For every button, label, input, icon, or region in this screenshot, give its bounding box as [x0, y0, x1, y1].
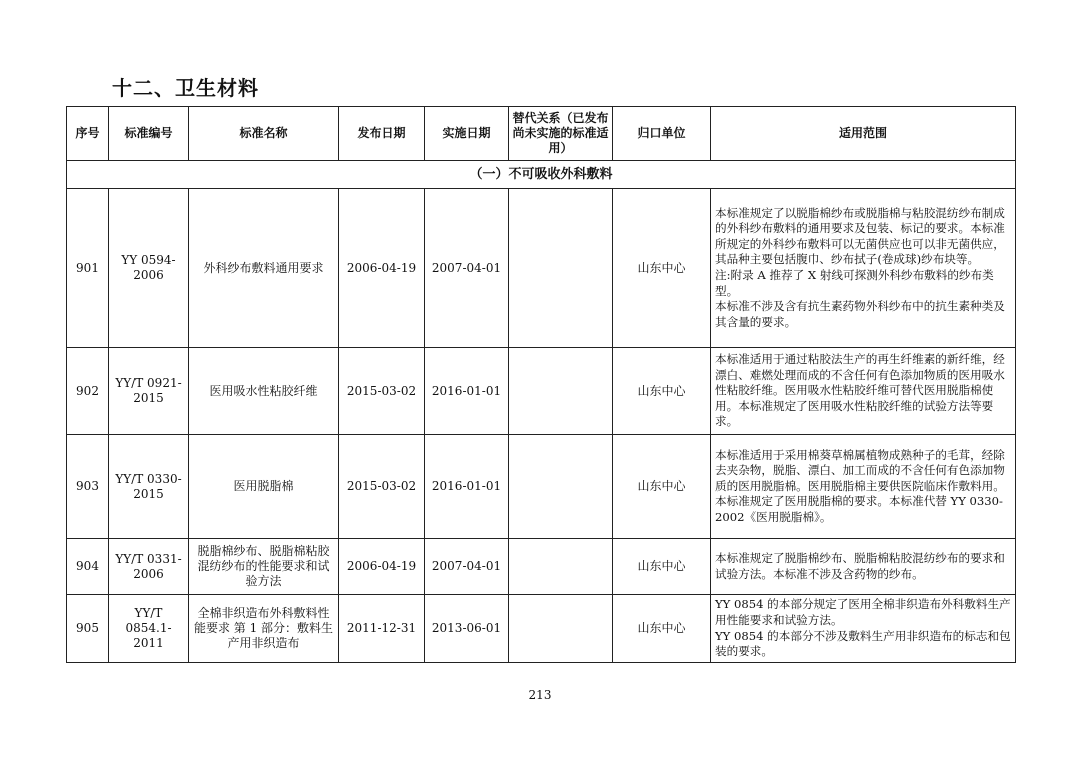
scope-paragraph: 本标准规定了脱脂棉纱布、脱脂棉粘胶混纺纱布的要求和试验方法。本标准不涉及含药物的纱布。 — [715, 550, 1005, 581]
cell-publish-date: 2015-03-02 — [339, 348, 425, 435]
table-row — [67, 189, 1016, 348]
scope-paragraph: YY 0854 的本部分不涉及敷料生产用非织造布的标志和包装的要求。 — [715, 628, 1011, 659]
cell-publish-date: 2011-12-31 — [339, 595, 425, 663]
table-row — [67, 348, 1016, 435]
scope-paragraph: 本标准规定了以脱脂棉纱布或脱脂棉与粘胶混纺纱布制成的外科纱布敷料的通用要求及包装、标记的要求。本标准所规定的外科纱布敷料可以无菌供应也可以非无菌供应，其品种主要包括腹巾、纱布拭子(卷成球)纱布块等。 — [715, 205, 1005, 267]
cell-code: YY 0594-2006 — [109, 189, 189, 348]
header-seq: 序号 — [67, 107, 109, 161]
cell-seq: 905 — [67, 595, 109, 663]
cell-name: 全棉非织造布外科敷料性能要求 第 1 部分：敷料生产用非织造布 — [189, 595, 339, 663]
cell-scope — [711, 595, 1016, 663]
cell-unit: 山东中心 — [613, 539, 711, 595]
cell-implement-date: 2016-01-01 — [425, 348, 509, 435]
cell-code: YY/T 0330-2015 — [109, 435, 189, 539]
cell-replace — [509, 539, 613, 595]
table-row — [67, 435, 1016, 539]
table-row — [67, 539, 1016, 595]
cell-seq: 901 — [67, 189, 109, 348]
cell-replace — [509, 189, 613, 348]
cell-name: 医用脱脂棉 — [189, 435, 339, 539]
cell-publish-date: 2006-04-19 — [339, 539, 425, 595]
cell-unit: 山东中心 — [613, 595, 711, 663]
section-row — [67, 161, 1016, 189]
cell-implement-date: 2007-04-01 — [425, 189, 509, 348]
table-header-row — [67, 107, 1016, 161]
cell-publish-date: 2015-03-02 — [339, 435, 425, 539]
cell-code: YY/T 0854.1-2011 — [109, 595, 189, 663]
cell-replace — [509, 595, 613, 663]
cell-unit: 山东中心 — [613, 435, 711, 539]
header-replace: 替代关系（已发布尚未实施的标准适用） — [509, 107, 613, 161]
cell-name: 外科纱布敷料通用要求 — [189, 189, 339, 348]
cell-scope — [711, 189, 1016, 348]
cell-scope — [711, 435, 1016, 539]
scope-paragraph: 本标准适用于通过粘胶法生产的再生纤维素的新纤维，经漂白、难燃处理而成的不含任何有色添加物质的医用吸水性粘胶纤维。医用吸水性粘胶纤维可替代医用脱脂棉使用。本标准规定了医用吸水性粘胶纤维的试验方法等要求。 — [715, 352, 1005, 429]
cell-seq: 902 — [67, 348, 109, 435]
cell-scope — [711, 539, 1016, 595]
scope-paragraph: 注:附录 A 推荐了 X 射线可探测外科纱布敷料的纱布类型。 — [715, 268, 994, 298]
cell-name: 脱脂棉纱布、脱脂棉粘胶混纺纱布的性能要求和试验方法 — [189, 539, 339, 595]
header-name: 标准名称 — [189, 107, 339, 161]
cell-replace — [509, 435, 613, 539]
cell-name: 医用吸水性粘胶纤维 — [189, 348, 339, 435]
cell-code: YY/T 0921-2015 — [109, 348, 189, 435]
cell-implement-date: 2013-06-01 — [425, 595, 509, 663]
cell-implement-date: 2007-04-01 — [425, 539, 509, 595]
standards-table — [66, 106, 1016, 663]
scope-paragraph: YY 0854 的本部分规定了医用全棉非织造布外科敷料生产用性能要求和试验方法。 — [715, 597, 1011, 627]
cell-code: YY/T 0331-2006 — [109, 539, 189, 595]
cell-implement-date: 2016-01-01 — [425, 435, 509, 539]
page-number: 213 — [528, 688, 552, 702]
header-unit: 归口单位 — [613, 107, 711, 161]
header-code: 标准编号 — [109, 107, 189, 161]
cell-replace — [509, 348, 613, 435]
table-row — [67, 595, 1016, 663]
header-scope: 适用范围 — [711, 107, 1016, 161]
page-title: 十二、卫生材料 — [112, 76, 259, 100]
scope-paragraph: 本标准适用于采用棉葵草棉属植物成熟种子的毛茸，经除去夹杂物，脱脂、漂白、加工而成的不含任何有色添加物质的医用脱脂棉。医用脱脂棉主要供医院临床作敷料用。本标准规定了医用脱脂棉的要求。本标准代替 YY 0330-2002《医用脱脂棉》。 — [715, 447, 1005, 524]
section-title: （一）不可吸收外科敷料 — [67, 161, 1016, 189]
cell-publish-date: 2006-04-19 — [339, 189, 425, 348]
scope-paragraph: 本标准不涉及含有抗生素药物外科纱布中的抗生素种类及其含量的要求。 — [715, 299, 1005, 329]
cell-seq: 904 — [67, 539, 109, 595]
header-implement-date: 实施日期 — [425, 107, 509, 161]
cell-unit: 山东中心 — [613, 189, 711, 348]
cell-unit: 山东中心 — [613, 348, 711, 435]
header-publish-date: 发布日期 — [339, 107, 425, 161]
cell-seq: 903 — [67, 435, 109, 539]
cell-scope — [711, 348, 1016, 435]
